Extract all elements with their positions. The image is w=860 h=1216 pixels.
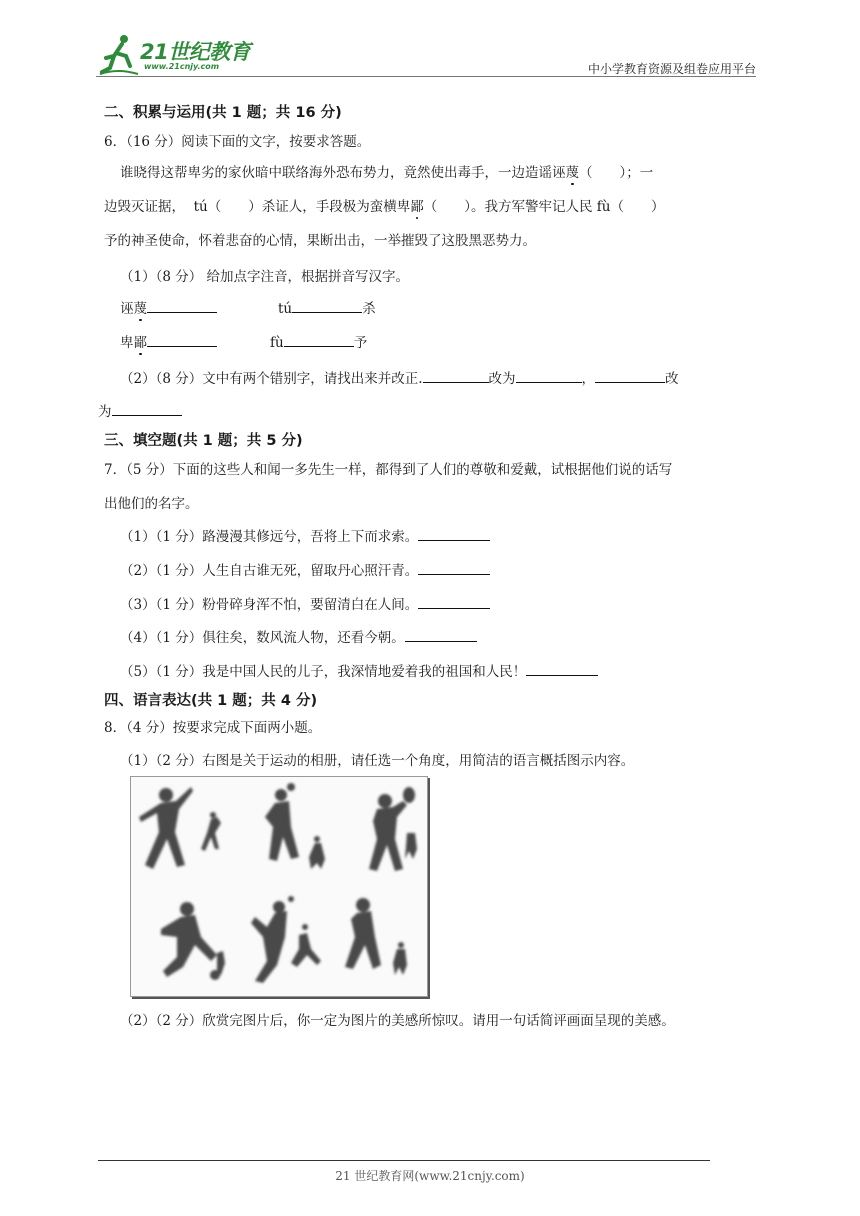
logo-url: www.21cnjy.com [144,62,220,71]
answer-blank[interactable] [423,370,489,383]
pinyin-item-4: fù 予 [270,335,368,351]
answer-blank[interactable] [595,370,665,383]
dotted-char: 鄙 [410,195,424,215]
section4-title: 四、语言表达(共 1 题；共 4 分) [104,693,318,709]
sports-silhouettes-icon [131,777,427,996]
footer-text: 21 世纪教育网(www.21cnjy.com) [335,1169,525,1183]
q7-line-2: 出他们的名字。 [104,496,199,512]
q7-item-1: （1）（1 分）路漫漫其修远兮，吾将上下而求索。 [120,525,490,545]
answer-blank[interactable] [405,629,477,642]
q6-sub2-cont: 为 [98,400,182,420]
pinyin-item-2: tú 杀 [278,301,376,317]
q6-sub1: （1）（8 分） 给加点字注音，根据拼音写汉字。 [120,269,410,285]
answer-blank[interactable] [418,596,490,609]
header-divider [96,76,756,77]
answer-blank[interactable] [112,403,182,416]
q7-item-5: （5）（1 分）我是中国人民的儿子，我深情地爱着我的祖国和人民！ [120,660,598,680]
dotted-char: 蔑 [566,161,580,181]
q6-sub2: （2）（8 分）文中有两个错别字，请找出来并改正. 改为 ， 改 [120,371,679,387]
answer-blank[interactable] [284,334,354,347]
logo-text: 21世纪教育 [140,40,251,64]
passage-line-1: 谁晓得这帮卑劣的家伙暗中联络海外恐布势力，竟然使出毒手，一边造谣诬蔑（ ）；一 [120,161,653,181]
answer-blank[interactable] [418,562,490,575]
q7-item-3: （3）（1 分）粉骨碎身浑不怕，要留清白在人间。 [120,593,490,613]
answer-blank[interactable] [147,300,217,313]
section2-title: 二、积累与运用(共 1 题；共 16 分) [104,105,342,121]
pinyin-item-3: 卑鄙 [120,331,217,351]
answer-blank[interactable] [418,528,490,541]
passage-line-3: 予的神圣使命，怀着悲奋的心情，果断出击，一举摧毁了这股黑恶势力。 [104,233,536,249]
runner-logo-icon [96,32,140,76]
pinyin-item-1: 诬蔑 [120,297,217,317]
answer-blank[interactable] [292,300,362,313]
q7-line-1: 7．（5 分）下面的这些人和闻一多先生一样，都得到了人们的尊敬和爱戴，试根据他们说的话写 [104,462,673,478]
q6-stem: 6．（16 分）阅读下面的文字，按要求答题。 [104,134,371,150]
section3-title: 三、填空题(共 1 题；共 5 分) [104,433,303,449]
answer-blank[interactable] [147,334,217,347]
q8-sub2: （2）（2 分）欣赏完图片后，你一定为图片的美感所惊叹。请用一句话简评画面呈现的美感。 [120,1013,675,1029]
q7-item-4: （4）（1 分）俱往矣，数风流人物，还看今朝。 [120,626,477,646]
passage-line-2: 边毁灭证据， tú（ ）杀证人，手段极为蛮横卑鄙（ ）。我方军警牢记人民 fù（ ） [104,195,664,215]
footer-divider [98,1160,710,1161]
header-platform-text: 中小学教育资源及组卷应用平台 [587,62,756,76]
answer-blank[interactable] [516,370,582,383]
answer-blank[interactable] [526,663,598,676]
q8-stem: 8．（4 分）按要求完成下面两小题。 [104,720,322,736]
q8-sub1: （1）（2 分）右图是关于运动的相册，请任选一个角度，用简洁的语言概括图示内容。 [120,753,635,769]
sports-album-image [130,776,428,997]
site-logo [96,32,266,76]
q7-item-2: （2）（1 分）人生自古谁无死，留取丹心照汗青。 [120,559,490,579]
